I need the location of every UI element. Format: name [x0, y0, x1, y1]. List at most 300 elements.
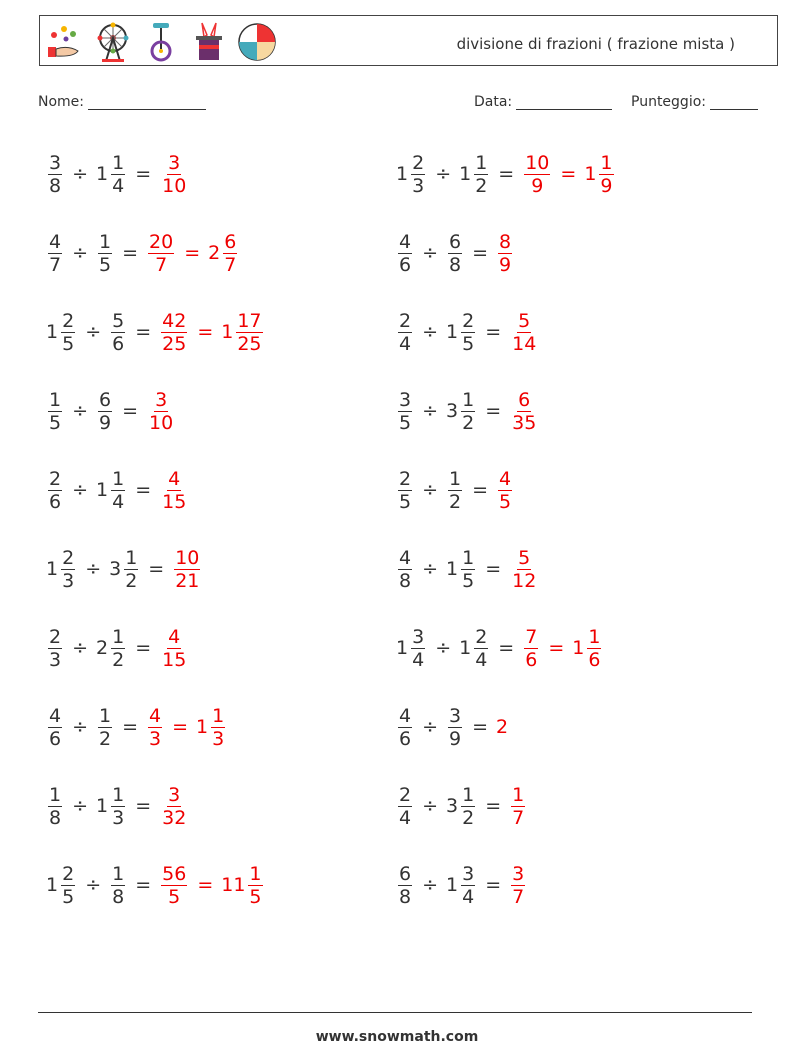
divisor — [109, 310, 127, 355]
answer — [146, 389, 176, 434]
numerator: 6 — [399, 862, 412, 885]
fraction — [161, 626, 187, 671]
fraction — [474, 626, 488, 671]
numerator: 1 — [49, 783, 62, 806]
fraction — [111, 863, 125, 908]
score-label: Punteggio: — [631, 94, 706, 110]
juggling-hand-icon — [44, 21, 86, 63]
answer-part — [159, 863, 189, 908]
denominator: 6 — [399, 253, 412, 276]
dividend — [46, 152, 64, 197]
denominator: 4 — [399, 332, 412, 355]
whole-number: 1 — [96, 795, 109, 817]
fraction — [223, 231, 237, 276]
numerator: 1 — [112, 783, 125, 806]
denominator: 32 — [162, 806, 187, 829]
denominator: 6 — [525, 648, 538, 671]
numerator: 1 — [49, 388, 62, 411]
footer-divider — [38, 1012, 752, 1013]
denominator: 8 — [49, 174, 62, 197]
denominator: 2 — [112, 648, 125, 671]
denominator: 4 — [112, 174, 125, 197]
fraction — [599, 152, 613, 197]
beach-ball-icon — [236, 21, 278, 63]
equals-sign: = — [122, 400, 139, 422]
divisor — [446, 863, 477, 908]
denominator: 5 — [499, 490, 512, 513]
divide-sign: ÷ — [72, 242, 89, 264]
problem-item — [46, 618, 189, 678]
denominator: 8 — [112, 885, 125, 908]
problem-item — [396, 460, 514, 520]
equals-sign: = — [472, 479, 489, 501]
dividend — [396, 784, 414, 829]
problem-item — [46, 223, 239, 283]
fraction — [161, 863, 187, 908]
equals-sign: = — [472, 716, 489, 738]
numerator: 4 — [168, 467, 181, 490]
problem-item — [396, 302, 539, 362]
divide-sign: ÷ — [435, 637, 452, 659]
dividend — [46, 863, 77, 908]
denominator: 25 — [162, 332, 187, 355]
fraction — [448, 468, 462, 513]
answer — [509, 784, 527, 829]
equals-sign: = — [148, 558, 165, 580]
denominator: 8 — [449, 253, 462, 276]
equals-sign: = — [135, 321, 152, 343]
answer — [159, 152, 189, 197]
dividend — [46, 231, 64, 276]
problem-item — [396, 697, 509, 757]
fraction — [524, 152, 550, 197]
dividend — [46, 310, 77, 355]
fraction — [511, 863, 525, 908]
divisor — [96, 468, 127, 513]
magic-hat-rabbit-icon — [188, 21, 230, 63]
numerator: 5 — [518, 546, 531, 569]
denominator: 4 — [462, 885, 475, 908]
divisor — [446, 389, 477, 434]
numerator: 2 — [62, 546, 75, 569]
numerator: 4 — [399, 230, 412, 253]
divide-sign: ÷ — [85, 321, 102, 343]
equals-sign: = — [498, 637, 515, 659]
whole-number: 3 — [109, 558, 122, 580]
denominator: 6 — [49, 490, 62, 513]
fraction — [111, 626, 125, 671]
numerator: 4 — [49, 230, 62, 253]
dividend — [46, 705, 64, 750]
numerator: 1 — [249, 862, 262, 885]
denominator: 5 — [49, 411, 62, 434]
fraction — [124, 547, 138, 592]
fraction — [461, 389, 475, 434]
whole-number: 1 — [96, 479, 109, 501]
denominator: 5 — [399, 411, 412, 434]
denominator: 4 — [475, 648, 488, 671]
divisor — [446, 705, 464, 750]
equals-sign: = — [135, 874, 152, 896]
problem-item — [46, 539, 202, 599]
answer — [159, 626, 189, 671]
denominator: 9 — [99, 411, 112, 434]
denominator: 10 — [162, 174, 187, 197]
fraction — [48, 626, 62, 671]
denominator: 6 — [399, 727, 412, 750]
denominator: 3 — [212, 727, 225, 750]
answer-part — [509, 784, 527, 829]
fraction — [398, 389, 412, 434]
denominator: 2 — [125, 569, 138, 592]
fraction — [248, 863, 262, 908]
problem-item — [396, 381, 539, 441]
answer — [146, 705, 227, 750]
numerator: 1 — [112, 467, 125, 490]
answer-part — [172, 547, 202, 592]
whole-number: 1 — [459, 163, 472, 185]
divide-sign: ÷ — [72, 400, 89, 422]
denominator: 7 — [512, 885, 525, 908]
whole-number: 1 — [572, 637, 585, 659]
fraction — [161, 310, 187, 355]
denominator: 6 — [588, 648, 601, 671]
denominator: 2 — [449, 490, 462, 513]
answer-part — [146, 389, 176, 434]
numerator: 2 — [62, 862, 75, 885]
divide-sign: ÷ — [422, 795, 439, 817]
divide-sign: ÷ — [422, 716, 439, 738]
whole-number: 2 — [496, 716, 509, 738]
denominator: 5 — [62, 332, 75, 355]
numerator: 3 — [449, 704, 462, 727]
equals-sign: = — [135, 479, 152, 501]
answer — [172, 547, 202, 592]
fraction — [48, 468, 62, 513]
name-blank[interactable] — [88, 95, 206, 110]
denominator: 7 — [49, 253, 62, 276]
fraction — [398, 468, 412, 513]
answer-part — [509, 389, 539, 434]
numerator: 3 — [412, 625, 425, 648]
denominator: 14 — [512, 332, 537, 355]
dividend — [46, 547, 77, 592]
equals-sign: = — [485, 874, 502, 896]
fraction — [174, 547, 200, 592]
numerator: 10 — [175, 546, 200, 569]
numerator: 1 — [475, 151, 488, 174]
fraction — [524, 626, 538, 671]
dividend — [396, 626, 427, 671]
numerator: 1 — [99, 704, 112, 727]
dividend — [396, 468, 414, 513]
dividend — [396, 389, 414, 434]
whole-number: 1 — [459, 637, 472, 659]
denominator: 9 — [499, 253, 512, 276]
fraction — [148, 231, 174, 276]
whole-number: 1 — [46, 321, 59, 343]
fraction — [161, 784, 187, 829]
whole-number: 1 — [396, 637, 409, 659]
fraction — [111, 468, 125, 513]
fraction — [48, 152, 62, 197]
denominator: 7 — [155, 253, 168, 276]
answer-part — [196, 705, 227, 750]
fraction — [61, 547, 75, 592]
whole-number: 3 — [446, 795, 459, 817]
fraction — [61, 863, 75, 908]
equals-sign: = — [122, 716, 139, 738]
denominator: 5 — [399, 490, 412, 513]
fraction — [461, 547, 475, 592]
denominator: 3 — [412, 174, 425, 197]
denominator: 5 — [168, 885, 181, 908]
denominator: 12 — [512, 569, 537, 592]
denominator: 6 — [112, 332, 125, 355]
numerator: 1 — [112, 862, 125, 885]
numerator: 1 — [462, 546, 475, 569]
whole-number: 1 — [446, 558, 459, 580]
numerator: 2 — [49, 625, 62, 648]
denominator: 4 — [112, 490, 125, 513]
numerator: 1 — [462, 783, 475, 806]
numerator: 2 — [462, 309, 475, 332]
answer-equals-sign: = — [548, 637, 565, 659]
divisor — [109, 547, 140, 592]
answer-equals-sign: = — [184, 242, 201, 264]
numerator: 8 — [499, 230, 512, 253]
answer-part — [584, 152, 615, 197]
numerator: 1 — [99, 230, 112, 253]
answer-part — [159, 310, 189, 355]
answer-part — [159, 784, 189, 829]
divide-sign: ÷ — [422, 874, 439, 896]
fraction — [161, 152, 187, 197]
answer — [159, 310, 264, 355]
fraction — [148, 389, 174, 434]
answer-part — [146, 231, 176, 276]
numerator: 42 — [162, 309, 187, 332]
numerator: 2 — [412, 151, 425, 174]
numerator: 6 — [449, 230, 462, 253]
numerator: 3 — [49, 151, 62, 174]
denominator: 15 — [162, 648, 187, 671]
denominator: 4 — [412, 648, 425, 671]
fraction — [111, 310, 125, 355]
answer-equals-sign: = — [560, 163, 577, 185]
numerator: 20 — [149, 230, 174, 253]
problem-item — [46, 302, 265, 362]
denominator: 21 — [175, 569, 200, 592]
whole-number: 1 — [446, 321, 459, 343]
answer-part — [496, 468, 514, 513]
equals-sign: = — [472, 242, 489, 264]
equals-sign: = — [122, 242, 139, 264]
whole-number: 11 — [221, 874, 246, 896]
denominator: 7 — [224, 253, 237, 276]
denominator: 5 — [249, 885, 262, 908]
answer-part — [159, 152, 189, 197]
numerator: 1 — [588, 625, 601, 648]
ferris-wheel-icon — [92, 21, 134, 63]
divisor — [459, 626, 490, 671]
divisor — [96, 626, 127, 671]
numerator: 10 — [525, 151, 550, 174]
numerator: 7 — [525, 625, 538, 648]
fraction — [448, 705, 462, 750]
divide-sign: ÷ — [72, 637, 89, 659]
fraction — [398, 863, 412, 908]
divisor — [96, 784, 127, 829]
problem-item — [396, 855, 527, 915]
numerator: 1 — [112, 151, 125, 174]
dividend — [46, 389, 64, 434]
dividend — [396, 152, 427, 197]
equals-sign: = — [135, 637, 152, 659]
fraction — [498, 231, 512, 276]
answer — [509, 547, 539, 592]
fraction — [511, 547, 537, 592]
answer-part — [572, 626, 603, 671]
date-blank[interactable] — [516, 95, 612, 110]
answer-part — [146, 705, 164, 750]
dividend — [396, 863, 414, 908]
fraction — [411, 152, 425, 197]
problem-item — [46, 855, 265, 915]
answer — [159, 784, 189, 829]
denominator: 10 — [149, 411, 174, 434]
fraction — [398, 547, 412, 592]
numerator: 2 — [399, 309, 412, 332]
divide-sign: ÷ — [72, 716, 89, 738]
fraction — [398, 310, 412, 355]
denominator: 3 — [112, 806, 125, 829]
divisor — [96, 705, 114, 750]
fraction — [48, 784, 62, 829]
divide-sign: ÷ — [422, 400, 439, 422]
dividend — [396, 547, 414, 592]
answer-part — [221, 310, 264, 355]
divide-sign: ÷ — [422, 321, 439, 343]
denominator: 9 — [531, 174, 544, 197]
date-field — [474, 94, 612, 110]
numerator: 3 — [462, 862, 475, 885]
problem-item — [396, 539, 539, 599]
divisor — [109, 863, 127, 908]
dividend — [46, 468, 64, 513]
numerator: 2 — [399, 783, 412, 806]
answer — [522, 152, 615, 197]
divisor — [446, 231, 464, 276]
equals-sign: = — [485, 400, 502, 422]
divisor — [446, 547, 477, 592]
answer — [496, 716, 509, 738]
problem-item — [396, 776, 527, 836]
numerator: 2 — [62, 309, 75, 332]
answer-part — [496, 231, 514, 276]
whole-number: 2 — [208, 242, 221, 264]
fraction — [461, 863, 475, 908]
problem-item — [396, 223, 514, 283]
fraction — [498, 468, 512, 513]
denominator: 2 — [462, 806, 475, 829]
answer-part — [509, 547, 539, 592]
answer-equals-sign: = — [172, 716, 189, 738]
numerator: 6 — [99, 388, 112, 411]
answer-part — [509, 863, 527, 908]
fraction — [98, 389, 112, 434]
answer — [509, 863, 527, 908]
divide-sign: ÷ — [85, 874, 102, 896]
fraction — [448, 231, 462, 276]
fraction — [61, 310, 75, 355]
denominator: 5 — [62, 885, 75, 908]
whole-number: 1 — [46, 558, 59, 580]
numerator: 6 — [518, 388, 531, 411]
equals-sign: = — [485, 558, 502, 580]
numerator: 4 — [399, 704, 412, 727]
divide-sign: ÷ — [72, 479, 89, 501]
divide-sign: ÷ — [422, 558, 439, 580]
answer-part — [522, 152, 552, 197]
divide-sign: ÷ — [422, 242, 439, 264]
denominator: 9 — [449, 727, 462, 750]
divisor — [446, 468, 464, 513]
divisor — [459, 152, 490, 197]
denominator: 5 — [99, 253, 112, 276]
numerator: 4 — [49, 704, 62, 727]
divide-sign: ÷ — [72, 795, 89, 817]
fraction — [474, 152, 488, 197]
answer — [496, 231, 514, 276]
date-label: Data: — [474, 94, 513, 110]
denominator: 5 — [462, 332, 475, 355]
divide-sign: ÷ — [435, 163, 452, 185]
problem-item — [396, 618, 603, 678]
problem-item — [396, 144, 616, 204]
fraction — [511, 389, 537, 434]
fraction — [111, 152, 125, 197]
fraction — [511, 784, 525, 829]
dividend — [46, 626, 64, 671]
fraction — [461, 310, 475, 355]
divisor — [446, 310, 477, 355]
numerator: 1 — [112, 625, 125, 648]
whole-number: 1 — [221, 321, 234, 343]
name-field — [38, 94, 206, 110]
score-field — [631, 94, 758, 110]
numerator: 56 — [162, 862, 187, 885]
numerator: 1 — [512, 783, 525, 806]
fraction — [411, 626, 425, 671]
unicycle-icon — [140, 21, 182, 63]
answer — [509, 389, 539, 434]
problem-item — [46, 697, 227, 757]
numerator: 17 — [237, 309, 262, 332]
whole-number: 1 — [584, 163, 597, 185]
worksheet-header — [39, 15, 778, 66]
denominator: 2 — [99, 727, 112, 750]
dividend — [396, 310, 414, 355]
problem-item — [46, 460, 189, 520]
score-blank[interactable] — [710, 95, 758, 110]
numerator: 3 — [155, 388, 168, 411]
divisor — [96, 152, 127, 197]
numerator: 5 — [518, 309, 531, 332]
numerator: 1 — [449, 467, 462, 490]
answer-equals-sign: = — [197, 321, 214, 343]
numerator: 4 — [149, 704, 162, 727]
